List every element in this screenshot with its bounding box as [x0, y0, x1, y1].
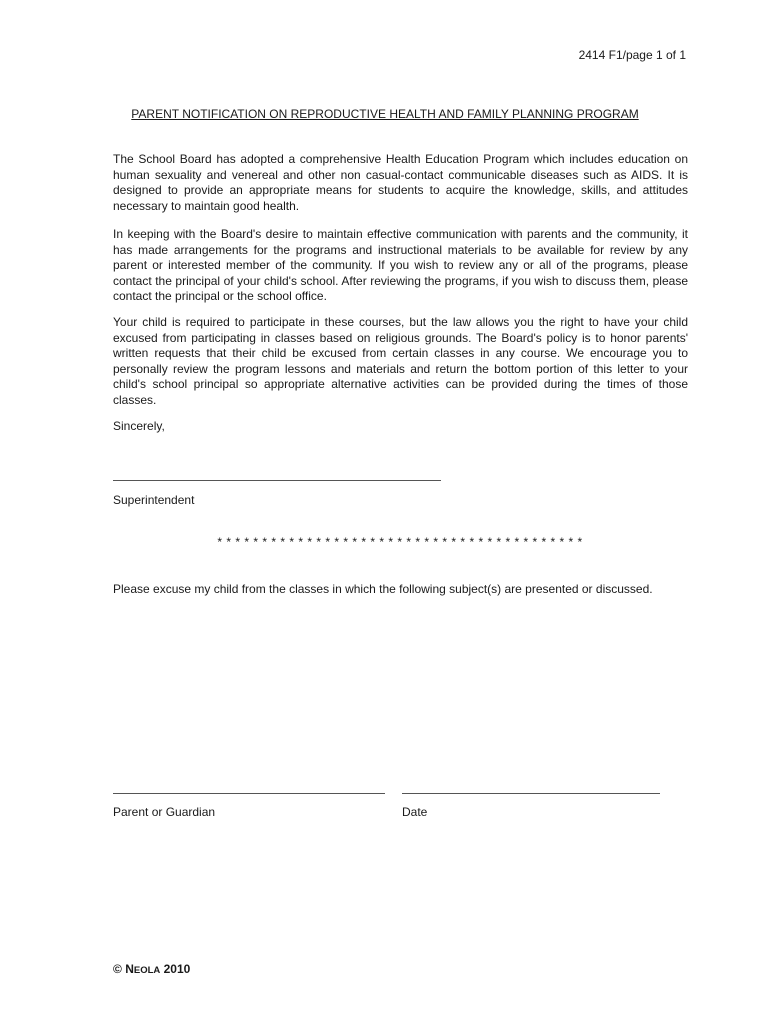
org-name-rest: EOLA [133, 965, 161, 976]
paragraph-health-program: The School Board has adopted a comprehensive Health Education Program which includes education on human sexuality and venereal and other non casual-contact communicable diseases such as AIDS. It is designed to provide an appropriate means for students to acquire the knowledge, skills, and attitudes necessary to maintain good health. [113, 152, 688, 213]
superintendent-label: Superintendent [113, 493, 195, 507]
date-signature-line [402, 793, 660, 794]
parent-guardian-label: Parent or Guardian [113, 805, 216, 819]
copyright-symbol: © [113, 962, 122, 976]
page-reference: 2414 F1/page 1 of 1 [578, 48, 686, 62]
org-name-initial: N [125, 962, 134, 976]
closing-salutation: Sincerely, [113, 419, 165, 433]
document-title: PARENT NOTIFICATION ON REPRODUCTIVE HEALTH AND FAMILY PLANNING PROGRAM [131, 107, 639, 121]
parent-signature-line [113, 793, 385, 794]
section-separator: * * * * * * * * * * * * * * * * * * * * * * * * * * * * * * * * * * * * * * * * * [217, 535, 583, 549]
excuse-request-text: Please excuse my child from the classes in which the following subject(s) are presented or discussed. [113, 582, 653, 596]
paragraph-review-materials: In keeping with the Board's desire to maintain effective communication with parents and the community, it has made arrangements for the programs and instructional materials to be available for review by any parent or interested member of the community. If you wish to review any or all of the programs, please contact the principal of your child's school. After reviewing the programs, if you wish to discuss them, please contact the principal or the school office. [113, 227, 688, 303]
copyright-footer [113, 962, 190, 976]
date-label: Date [402, 805, 428, 819]
paragraph-excusal-rights: Your child is required to participate in these courses, but the law allows you the right to have your child excused from participating in classes based on religious grounds. The Board's policy is to honor parents' written requests that their child be excused from certain classes in any course. We encourage you to personally review the program lessons and materials and return the bottom portion of this letter to your child's school principal so appropriate alternative activities can be provided during the times of those classes. [113, 315, 688, 407]
org-name [125, 962, 160, 976]
superintendent-signature-line [113, 480, 441, 481]
copyright-year: 2010 [163, 962, 191, 976]
